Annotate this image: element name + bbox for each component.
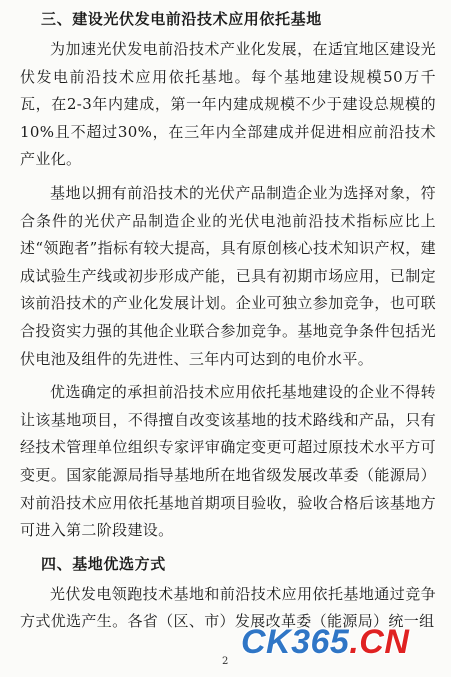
watermark-main-text: CK365 xyxy=(241,623,350,661)
section-3-heading: 三、建设光伏发电前沿技术应用依托基地 xyxy=(41,10,322,28)
page-number: 2 xyxy=(222,656,229,667)
section-4-heading: 四、基地优选方式 xyxy=(41,554,166,573)
section-3-paragraph-2: 基地以拥有前沿技术的光伏产品制造企业为选择对象，符合条件的光伏产品制造企业的光伏电池前沿技术指标应比上述“领跑者”指标有较大提高，具有原创核心技术知识产权，建成试验生产线或初步形成产能，已具有初期市场应用，已制定该前沿技术的产业化发展计划。企业可独立参加竞争，也可联合投资实力强的其他企业联合参加竞争。基地竞争条件包括光伏电池及组件的先进性、三年内可达到的电价水平。 xyxy=(20,183,436,368)
section-4-paragraph-1: 光伏发电领跑技术基地和前沿技术应用依托基地通过竞争方式优选产生。各省（区、市）发展改革委（能源局）统一组 xyxy=(20,584,436,631)
ck365-watermark-logo xyxy=(241,622,409,662)
document-body xyxy=(20,6,436,642)
section-3-paragraph-3: 优选确定的承担前沿技术应用依托基地建设的企业不得转让该基地项目，不得擅自改变该基地的技术路线和产品，只有经技术管理单位组织专家评审确定变更可超过原技术水平方可变更。国家能源局指导基地所在地省级发展改革委（能源局）对前沿技术应用依托基地首期项目验收，验收合格后该基地方可进入第二阶段建设。 xyxy=(20,383,436,540)
watermark-dot: . xyxy=(349,623,360,661)
section-3-paragraph-1: 为加速光伏发电前沿技术产业化发展，在适宜地区建设光伏发电前沿技术应用依托基地。每个基地建设规模50万千瓦，在2-3年内建成，第一年内建成规模不少于建设总规模的10%且不超过30%，在三年内全部建成并促进相应前沿技术产业化。 xyxy=(20,40,436,169)
watermark-suffix: CN xyxy=(359,623,410,661)
